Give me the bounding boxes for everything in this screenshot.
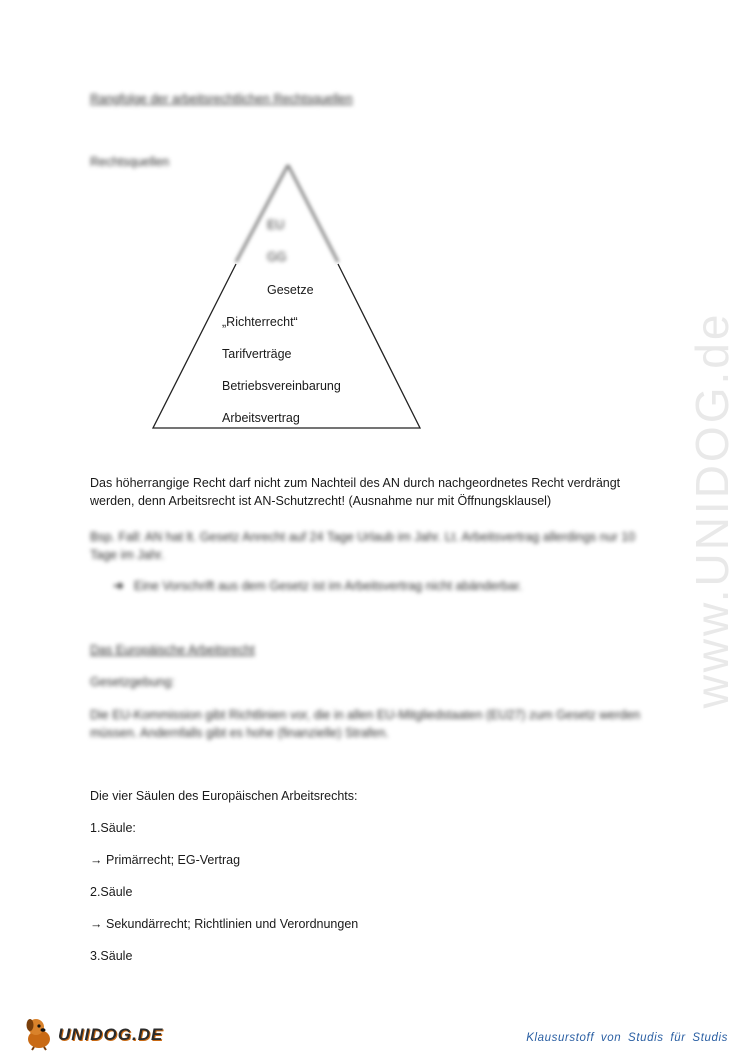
pyramid-level-gesetze: Gesetze	[267, 283, 314, 297]
pyramid-level-richterrecht: „Richterrecht“	[222, 315, 298, 329]
bullet-text: Eine Vorschrift aus dem Gesetz ist im Arbeitsvertrag nicht abänderbar.	[133, 579, 523, 593]
section-heading-europaeisch: Das Europäische Arbeitsrecht	[90, 643, 255, 657]
arrow-right-icon: →	[90, 917, 106, 931]
arrow-bullet-icon: ➜	[113, 578, 124, 593]
logo-text: UNIDOG.DE	[58, 1025, 164, 1044]
pyramid-top-blurred	[236, 165, 338, 262]
pyramid-level-eu: EU	[267, 218, 285, 232]
paragraph-line: Tage im Jahr.	[90, 548, 165, 562]
dog-mascot-icon	[22, 1015, 58, 1051]
pillar-2-detail	[90, 917, 358, 931]
pyramid-level-tarifvertraege: Tarifverträge	[222, 347, 292, 361]
paragraph-line: müssen. Andernfalls gibt es hohe (finanzielle) Strafen.	[90, 726, 389, 740]
subheading-gesetzgebung: Gesetzgebung:	[90, 675, 175, 689]
pillars-intro: Die vier Säulen des Europäischen Arbeitsrechts:	[90, 789, 358, 803]
pillar-3-label: 3.Säule	[90, 949, 133, 963]
footer-slogan: Klausurstoff von Studis für Studis	[526, 1032, 728, 1044]
paragraph-line: Bsp. Fall: AN hat lt. Gesetz Anrecht auf 24 Tage Urlaub im Jahr. Lt. Arbeitsvertrag allerdings nur 10	[90, 530, 636, 544]
pillar-1-label: 1.Säule:	[90, 821, 136, 835]
pyramid-label: Rechtsquellen	[90, 155, 170, 169]
watermark: www.UNIDOG.de	[686, 311, 738, 709]
pyramid-level-arbeitsvertrag: Arbeitsvertrag	[222, 411, 300, 425]
pillar-2-detail-text: Sekundärrecht; Richtlinien und Verordnungen	[105, 917, 359, 931]
pillar-1-detail	[90, 853, 240, 867]
paragraph-eu-kommission	[90, 706, 650, 742]
section-heading-rangfolge: Rangfolge der arbeitsrechtlichen Rechtsquellen	[90, 92, 353, 106]
pyramid-level-betriebsvereinbarung: Betriebsvereinbarung	[222, 379, 341, 393]
arrow-right-icon: →	[90, 853, 106, 867]
bullet-item	[113, 578, 522, 594]
pillar-1-detail-text: Primärrecht; EG-Vertrag	[105, 853, 241, 867]
paragraph-line: werden, denn Arbeitsrecht ist AN-Schutzrecht! (Ausnahme nur mit Öffnungsklausel)	[90, 494, 552, 508]
paragraph-line: Das höherrangige Recht darf nicht zum Nachteil des AN durch nachgeordnetes Recht verdrängt	[90, 476, 621, 490]
pillar-2-label: 2.Säule	[90, 885, 133, 899]
paragraph-example	[90, 528, 650, 564]
unidog-logo	[22, 1015, 162, 1051]
pyramid-level-gg: GG	[267, 250, 287, 264]
paragraph-hoeherrangiges-recht	[90, 474, 650, 510]
paragraph-line: Die EU-Kommission gibt Richtlinien vor, die in allen EU-Mitgliedstaaten (EU27) zum Gesetz werden	[90, 708, 641, 722]
